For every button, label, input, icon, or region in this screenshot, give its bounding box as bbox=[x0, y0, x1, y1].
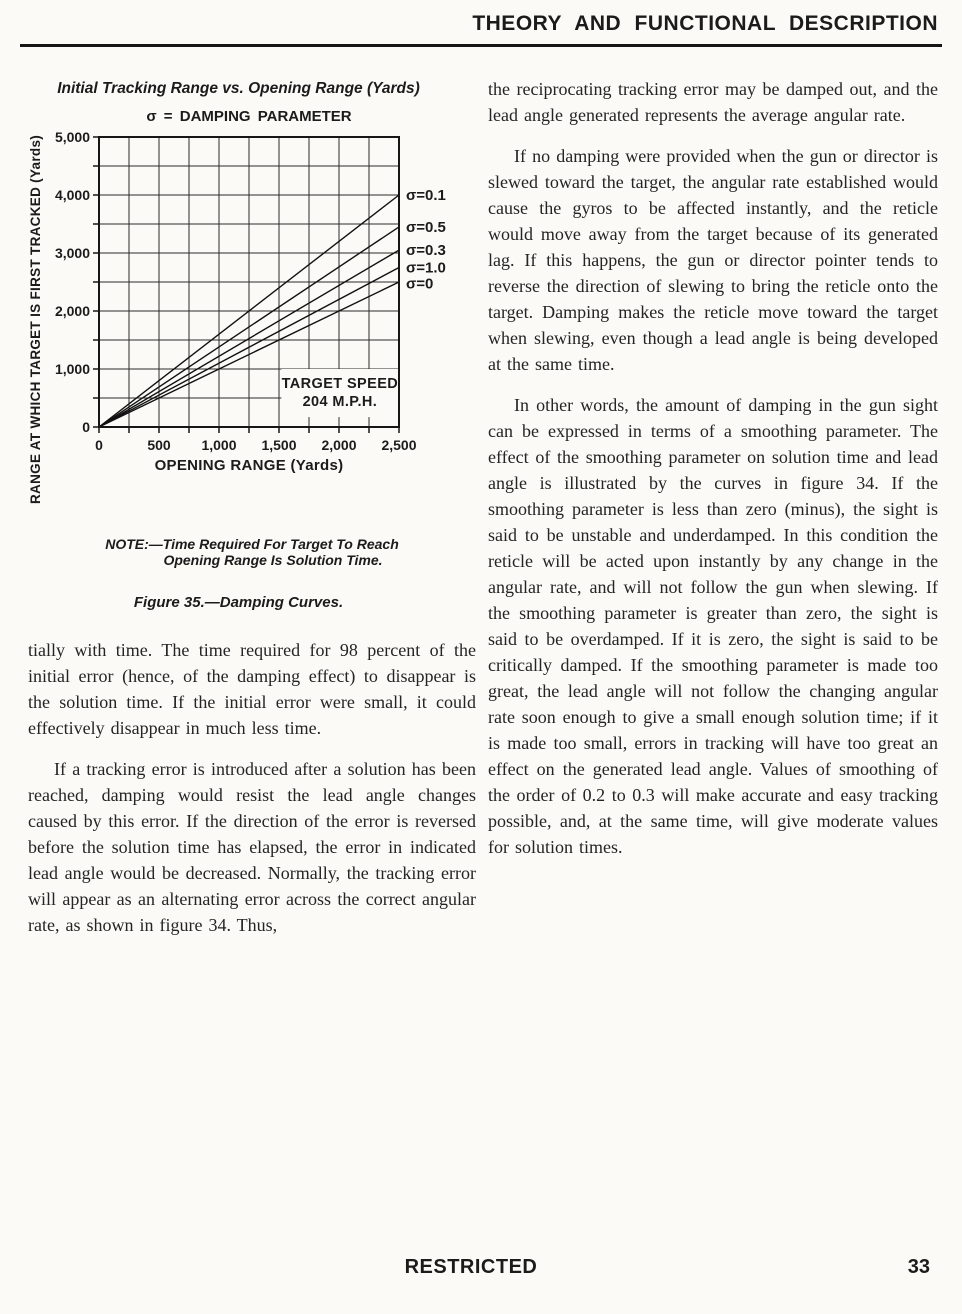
curve-label-σ=0.3: σ=0.3 bbox=[406, 242, 446, 260]
figure-title: Initial Tracking Range vs. Opening Range (Yards) bbox=[57, 80, 420, 97]
figure-35 bbox=[28, 80, 504, 611]
header-rule bbox=[20, 44, 942, 47]
paragraph: If a tracking error is introduced after a solution has been reached, damping would resist the lead angle changes caused by this error. If the direction of the error is reversed before the solution time has elapsed, the error in indicated lead angle would be decreased. Normally, the tracking error will appear as an alternating error across the correct angular rate, as shown in figure 34. Thus, bbox=[28, 759, 476, 935]
y-axis-label: RANGE AT WHICH TARGET IS FIRST TRACKED (Yards) bbox=[28, 134, 43, 504]
paragraph: In other words, the amount of damping in the gun sight can be expressed in terms of a smoothing parameter. The effect of the smoothing parameter on solution time and lead angle is illustrated by the curves in figure 34. If the smoothing parameter is less than zero (minus), the sight is said to be unstable and underdamped. In this condition the reticle will be acted upon instantly by any change in the angular rate, and will not follow the gun when slewing. If the smoothing parameter is greater than zero, the sight is said to be overdamped. If it is zero, the sight is said to be critically damped. If the smoothing parameter is made too great, the lead angle will not follow the changing angular rate soon enough to give a small enough solution time; if it is made too small, errors in tracking will have too great an effect on the generated lead angle. Values of smoothing of the order of 0.2 to 0.3 will make accurate and easy tracking possible, and, at the same time, will give moderate values for solution times. bbox=[488, 395, 938, 857]
x-axis-title: OPENING RANGE (Yards) bbox=[154, 457, 344, 474]
y-tick-label: 4,000 bbox=[54, 187, 90, 203]
damping-curves-chart bbox=[54, 127, 504, 475]
x-tick-label: 2,500 bbox=[381, 437, 417, 453]
figure-note-line1: NOTE:—Time Required For Target To Reach bbox=[105, 536, 399, 552]
figure-note bbox=[28, 536, 504, 568]
y-tick-label: 5,000 bbox=[54, 129, 90, 145]
page-header-title: THEORY AND FUNCTIONAL DESCRIPTION bbox=[472, 12, 938, 35]
curve-label-σ=0.1: σ=0.1 bbox=[406, 187, 446, 204]
y-tick-label: 2,000 bbox=[54, 303, 90, 319]
left-column-text bbox=[28, 637, 476, 938]
x-tick-label: 0 bbox=[95, 437, 103, 453]
paragraph: the reciprocating tracking error may be damped out, and the lead angle generated represents the average angular rate. bbox=[488, 79, 938, 125]
curve-label-σ=1.0: σ=1.0 bbox=[406, 259, 446, 277]
x-tick-label: 2,000 bbox=[321, 437, 357, 453]
chart-subtitle: σ = DAMPING PARAMETER bbox=[146, 108, 352, 125]
y-tick-label: 1,000 bbox=[54, 361, 90, 377]
x-tick-label: 1,000 bbox=[201, 437, 237, 453]
paragraph: If no damping were provided when the gun or director is slewed toward the target, the angular rate established would cause the gyros to be affected instantly, and the reticle would move away from the target because of its generated lag. If this happens, the gun or director pointer tends to reverse the direction of slewing to bring the reticle onto the target. Damping makes the reticle move toward the target when slewing, even though a lead angle is being developed at the same time. bbox=[488, 146, 938, 374]
figure-note-line2: Opening Range Is Solution Time. bbox=[163, 552, 383, 568]
footer-page-number: 33 bbox=[907, 1256, 930, 1278]
right-column bbox=[488, 76, 938, 860]
figure-caption: Figure 35.—Damping Curves. bbox=[133, 594, 344, 611]
paragraph: tially with time. The time required for 98 percent of the initial error (hence, of the damping effect) to disappear is the solution time. If the initial error were small, it could effectively disappear in much less time. bbox=[28, 640, 476, 738]
left-column bbox=[28, 76, 476, 938]
x-tick-label: 1,500 bbox=[261, 437, 297, 453]
y-tick-label: 0 bbox=[82, 419, 90, 435]
footer-classification: RESTRICTED bbox=[404, 1256, 538, 1278]
annotation-target-speed-line2: 204 M.P.H. bbox=[302, 394, 378, 410]
y-tick-label: 3,000 bbox=[54, 245, 90, 261]
x-tick-label: 500 bbox=[147, 437, 171, 453]
annotation-target-speed-line1: TARGET SPEED bbox=[281, 376, 399, 392]
curve-label-σ=0: σ=0 bbox=[406, 275, 434, 293]
curve-label-σ=0.5: σ=0.5 bbox=[406, 218, 446, 236]
